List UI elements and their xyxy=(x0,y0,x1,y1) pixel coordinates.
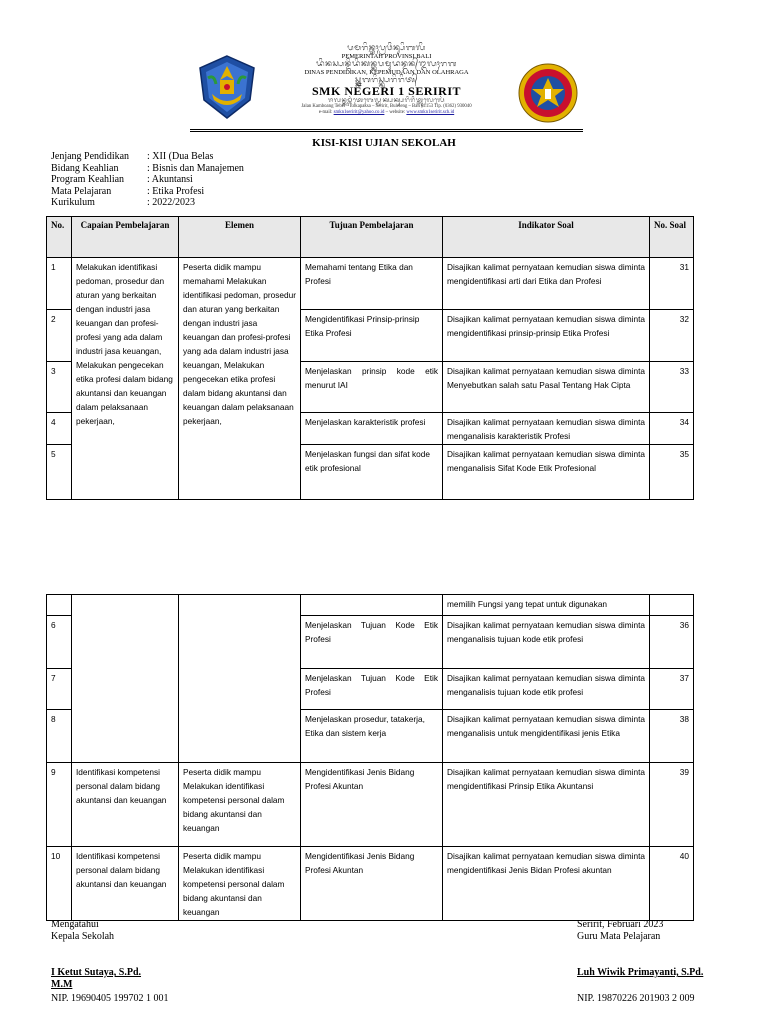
info-row-program xyxy=(51,174,244,186)
letterhead xyxy=(185,40,588,132)
balinese-script-province: ᬧᬫᬭᬶᬦ᭄ᬢᬄᬧ᭄ᬭᬯᬶᬦ᭄ᬲᬶᬩᬮᬶ xyxy=(347,43,426,52)
balinese-script-office: ᬤᬶᬦᬲ᭄ᬧᬦ᭄ᬤᬶᬤᬶᬓᬦ᭄ᬓᬧᬫᬸᬤᬦ᭄ᬤᬦ᭄ᬑᬮᬄᬭᬕ xyxy=(316,58,457,68)
headmaster-name: I Ketut Sutaya, S.Pd. xyxy=(51,967,142,978)
elemen-text: Peserta didik mampu memahami Melakukan identifikasi pedoman, prosedur dan aturan yang berkaitan dengan industri jasa keuangan dan profesi-profesi yang ada dalam industri jasa keuangan, Melakukan pengecekan etika profesi dalam bidang akuntansi dan keuangan dalam pelaksanaan pekerjaan, xyxy=(183,262,296,426)
teacher-name: Luh Wiwik Primayanti, S.Pd. xyxy=(577,967,704,978)
soal-number: 39 xyxy=(650,763,694,847)
tujuan-cell: Memahami tentang Etika dan Profesi xyxy=(301,258,443,310)
soal-number: 35 xyxy=(650,445,694,500)
info-label: Program Keahlian xyxy=(51,174,125,186)
table-row-continuation xyxy=(47,595,694,616)
soal-number: 36 xyxy=(650,616,694,669)
info-row-mapel xyxy=(51,186,244,198)
document-title: KISI-KISI UJIAN SEKOLAH xyxy=(312,137,456,149)
teacher-nip: NIP. 19870226 201903 2 009 xyxy=(577,993,695,1004)
sig-line-1: Mengatahui xyxy=(51,919,99,930)
email-prefix: e-mail: xyxy=(318,109,333,115)
table-row xyxy=(47,763,694,847)
soal-number: 40 xyxy=(650,847,694,921)
website-prefix: – website: xyxy=(385,109,406,115)
soal-number: 32 xyxy=(650,310,694,362)
elemen-cell: Peserta didik mampu Melakukan identifikasi kompetensi personal dalam bidang akuntansi dan keuangan xyxy=(179,847,301,921)
capaian-text: Melakukan identifikasi pedoman, prosedur dan aturan yang berkaitan dengan industri jasa keuangan dan profesi-profesi yang ada dalam industri jasa keuangan, Melakukan pengecekan etika profesi dalam bidang akuntansi dan keuangan dalam pelaksanaan pekerjaan, xyxy=(76,262,173,426)
indikator-cell: Disajikan kalimat pernyataan kemudian siswa diminta mengidentifikasi Jenis Bidan Profesi akuntan xyxy=(443,847,650,921)
signature-teacher xyxy=(577,919,703,1005)
indikator-cell: Disajikan kalimat pernyataan kemudian siswa diminta menganalisis Sifat Kode Etik Profesional xyxy=(443,445,650,500)
indikator-continuation: memilih Fungsi yang tepat untuk digunakan xyxy=(443,595,650,616)
tujuan-cell: Menjelaskan prosedur, tatakerja, Etika dan sistem kerja xyxy=(301,710,443,763)
office-name: DINAS PENDIDIKAN, KEPEMUDAAN DAN OLAHRAGA xyxy=(304,68,469,76)
bali-province-logo xyxy=(194,54,260,120)
indikator-cell: Disajikan kalimat pernyataan kemudian siswa diminta menganalisis tujuan kode etik profesi xyxy=(443,616,650,669)
exam-info xyxy=(51,151,244,209)
soal-number: 38 xyxy=(650,710,694,763)
indikator-cell: Disajikan kalimat pernyataan kemudian siswa diminta Menyebutkan salah satu Pasal Tentang Hak Cipta xyxy=(443,362,650,413)
tujuan-cell: Menjelaskan Tujuan Kode Etik Profesi xyxy=(301,616,443,669)
row-number: 9 xyxy=(47,763,72,847)
row-number: 5 xyxy=(47,445,72,500)
indikator-cell: Disajikan kalimat pernyataan kemudian siswa diminta menganalisis karakteristik Profesi xyxy=(443,413,650,445)
soal-number-empty xyxy=(650,595,694,616)
elemen-cell: Peserta didik mampu Melakukan identifikasi kompetensi personal dalam bidang akuntansi dan keuangan xyxy=(179,763,301,847)
letterhead-rule xyxy=(190,129,583,133)
row-number: 6 xyxy=(47,616,72,669)
info-row-jenjang xyxy=(51,151,244,163)
header-capaian: Capaian Pembelajaran xyxy=(72,217,179,258)
indikator-cell: Disajikan kalimat pernyataan kemudian siswa diminta menganalisis untuk mengidentifikasi jenis Etika xyxy=(443,710,650,763)
sig-line-2: Kepala Sekolah xyxy=(51,931,115,942)
province-name: PEMERINTAH PROVINSI BALI xyxy=(341,52,432,60)
tujuan-cell: Menjelaskan fungsi dan sifat kode etik profesional xyxy=(301,445,443,500)
header-elemen: Elemen xyxy=(179,217,301,258)
capaian-cell: Identifikasi kompetensi personal dalam bidang akuntansi dan keuangan xyxy=(72,763,179,847)
tujuan-cell: Mengidentifikasi Jenis Bidang Profesi Akuntan xyxy=(301,763,443,847)
info-value: : Bisnis dan Manajemen xyxy=(147,162,244,174)
headmaster-nip: NIP. 19690405 199702 1 001 xyxy=(51,993,169,1004)
soal-number: 33 xyxy=(650,362,694,413)
school-contact xyxy=(265,110,508,115)
balinese-script-address: ᬚᬮᬦ᭄ᬓᬫ᭄ᬩᬂᬢᬾᬩᬾᬮ᭄ᬮᬓ᭄ᬧᬓ᭄ᬲᬭᬶᬭᬶᬢ᭄ᬩᬸᬮᬾᬮᬾᬂ xyxy=(327,97,445,104)
indikator-cell: Disajikan kalimat pernyataan kemudian siswa diminta menganalisis tujuan kode etik profesi xyxy=(443,669,650,710)
info-label: Kurikulum xyxy=(51,197,95,209)
tujuan-cell-empty xyxy=(301,595,443,616)
tujuan-cell: Mengidentifikasi Prinsip-prinsip Etika Profesi xyxy=(301,310,443,362)
soal-number: 34 xyxy=(650,413,694,445)
email-link[interactable]: smkn1seririt@yahoo.co.id xyxy=(333,109,385,115)
indikator-cell: Disajikan kalimat pernyataan kemudian siswa diminta mengidentifikasi arti dari Etika dan Profesi xyxy=(443,258,650,310)
row-number: 3 xyxy=(47,362,72,413)
table-row xyxy=(47,847,694,921)
signature-headmaster xyxy=(51,919,169,1005)
capaian-cell xyxy=(72,258,179,500)
row-number: 10 xyxy=(47,847,72,921)
info-value: : XII (Dua Belas xyxy=(147,151,214,162)
kisi-kisi-table-1 xyxy=(46,216,694,500)
info-row-kurikulum xyxy=(51,197,244,209)
soal-number: 37 xyxy=(650,669,694,710)
soal-number: 31 xyxy=(650,258,694,310)
indikator-cell: Disajikan kalimat pernyataan kemudian siswa diminta mengidentifikasi prinsip-prinsip Etika Profesi xyxy=(443,310,650,362)
elemen-cell xyxy=(179,258,301,500)
capaian-cell-empty xyxy=(72,595,179,763)
row-number: 4 xyxy=(47,413,72,445)
header-indikator: Indikator Soal xyxy=(443,217,650,258)
tujuan-cell: Mengidentifikasi Jenis Bidang Profesi Akuntan xyxy=(301,847,443,921)
info-label: Mata Pelajaran xyxy=(51,185,112,197)
header-no-soal: No. Soal xyxy=(650,217,694,258)
tujuan-cell: Menjelaskan prinsip kode etik menurut IAI xyxy=(301,362,443,413)
website-link[interactable]: www.smkn1seririt.sch.id xyxy=(406,109,455,115)
headmaster-name-title: M.M xyxy=(51,979,73,990)
balinese-script-school: ᬲ᭄ᬫ᭄ᬓ᭄ᬦᬕᬭᬶᬲ᭄ᬓ᭄ᬲᬭᬶᬭᬶᬢ᭄ xyxy=(355,74,418,84)
capaian-cell: Identifikasi kompetensi personal dalam bidang akuntansi dan keuangan xyxy=(72,847,179,921)
row-number: 7 xyxy=(47,669,72,710)
table-header-row xyxy=(47,217,694,258)
row-number: 2 xyxy=(47,310,72,362)
info-value: : 2022/2023 xyxy=(147,197,196,209)
kisi-kisi-table-2 xyxy=(46,594,694,921)
school-address: Jalan Kamboang Tebel – Lokapaksa – Seririt, Buleleng – Bali 81153 Tlp. (0362) 930040 xyxy=(301,104,472,110)
info-label: Jenjang Pendidikan xyxy=(51,151,130,162)
tujuan-cell: Menjelaskan karakteristik profesi xyxy=(301,413,443,445)
row-number: 8 xyxy=(47,710,72,763)
elemen-cell-empty xyxy=(179,595,301,763)
table-row xyxy=(47,258,694,310)
header-no: No. xyxy=(47,217,72,258)
sig-line-2: Guru Mata Pelajaran xyxy=(577,931,661,942)
tujuan-cell: Menjelaskan Tujuan Kode Etik Profesi xyxy=(301,669,443,710)
sig-line-1: Seririt, Februari 2023 xyxy=(577,919,664,930)
letterhead-text xyxy=(265,44,508,115)
info-value: : Akuntansi xyxy=(147,174,193,186)
school-logo xyxy=(517,62,579,124)
header-tujuan: Tujuan Pembelajaran xyxy=(301,217,443,258)
row-number: 1 xyxy=(47,258,72,310)
info-row-bidang xyxy=(51,163,244,175)
info-value: : Etika Profesi xyxy=(147,185,205,197)
info-label: Bidang Keahlian xyxy=(51,162,119,174)
school-name: SMK NEGERI 1 SERIRIT xyxy=(311,83,462,98)
row-number-empty xyxy=(47,595,72,616)
indikator-cell: Disajikan kalimat pernyataan kemudian siswa diminta mengidentifikasi Prinsip Etika Akuntansi xyxy=(443,763,650,847)
